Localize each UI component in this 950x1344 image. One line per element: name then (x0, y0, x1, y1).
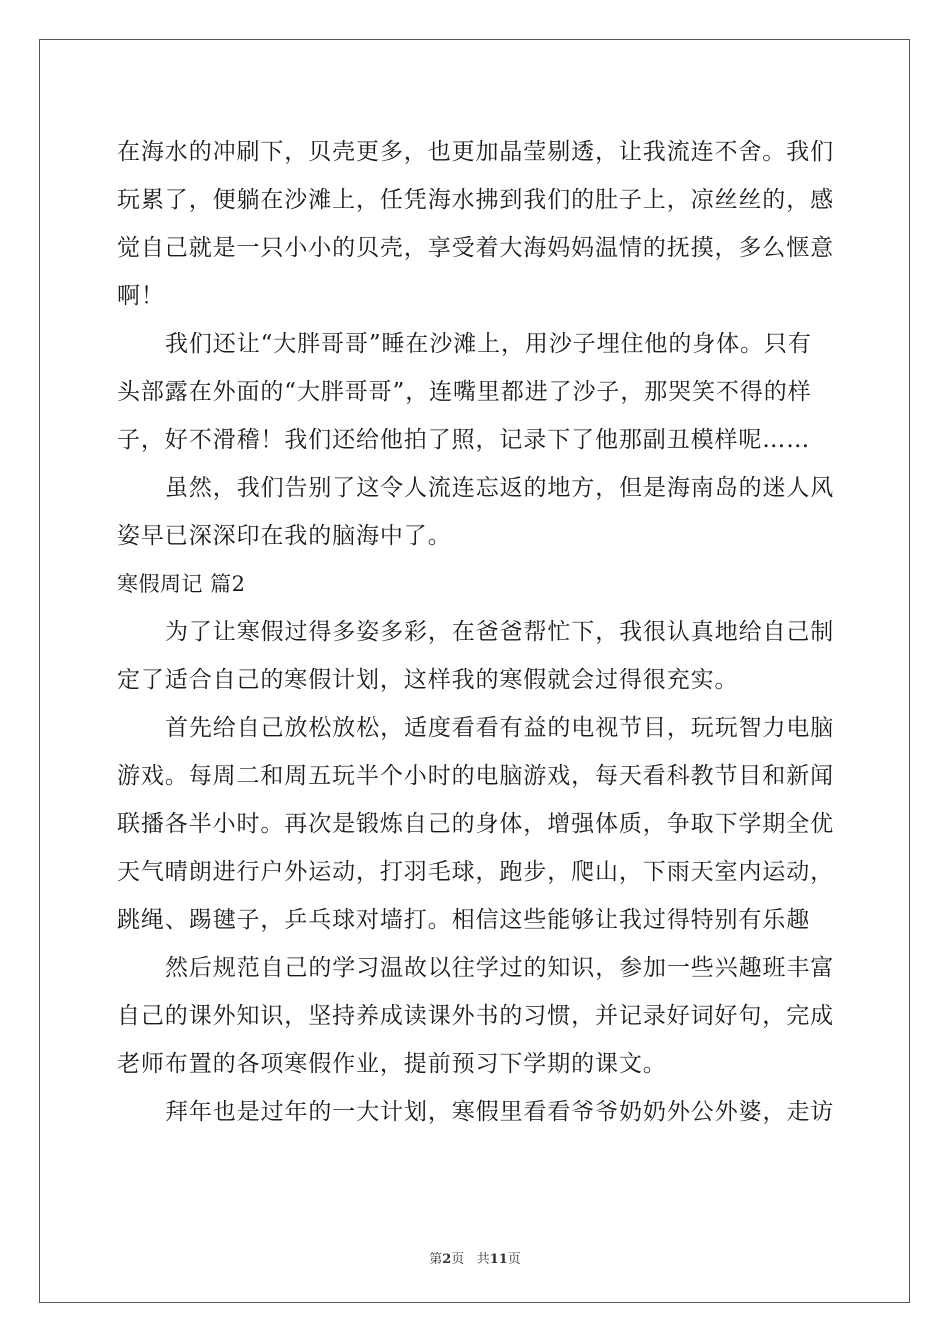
text-line: 天气晴朗进行户外运动，打羽毛球，跑步，爬山，下雨天室内运动， (117, 859, 834, 885)
paragraph (117, 464, 833, 560)
page-number: 2 (442, 1252, 452, 1267)
paragraph (117, 128, 833, 320)
text-line: 啊！ (117, 283, 165, 309)
text-line: 玩累了，便躺在沙滩上，任凭海水拂到我们的肚子上，凉丝丝的，感 (117, 187, 834, 213)
text-line: 老师布置的各项寒假作业，提前预习下学期的课文。 (117, 1051, 667, 1077)
total-pages: 11 (489, 1252, 508, 1267)
text-line: 头部露在外面的“大胖哥哥”，连嘴里都进了沙子，那哭笑不得的样 (117, 379, 812, 405)
text-line: 游戏。每周二和周五玩半个小时的电脑游戏，每天看科教节目和新闻 (117, 763, 834, 789)
text-line: 觉自己就是一只小小的贝壳，享受着大海妈妈温情的抚摸，多么惬意 (117, 235, 834, 261)
text-line: 虽然，我们告别了这令人流连忘返的地方，但是海南岛的迷人风 (165, 475, 835, 501)
text-line: 然后规范自己的学习温故以往学过的知识，参加一些兴趣班丰富 (165, 955, 835, 981)
paragraph (117, 608, 833, 704)
footer-total-suffix: 页 (507, 1252, 521, 1267)
text-line: 拜年也是过年的一大计划，寒假里看看爷爷奶奶外公外婆，走访 (165, 1099, 835, 1125)
paragraph (117, 1088, 833, 1136)
text-line: 为了让寒假过得多姿多彩，在爸爸帮忙下，我很认真地给自己制 (165, 619, 835, 645)
paragraph (117, 320, 833, 464)
section-heading: 寒假周记 篇2 (117, 572, 246, 596)
text-line: 在海水的冲刷下，贝壳更多，也更加晶莹剔透，让我流连不舍。我们 (117, 139, 834, 165)
paragraph (117, 944, 833, 1088)
text-line: 自己的课外知识，坚持养成读课外书的习惯，并记录好词好句，完成 (117, 1003, 834, 1029)
paragraph (117, 704, 833, 944)
footer-total-prefix: 共 (476, 1252, 490, 1267)
footer-prefix: 第 (429, 1252, 443, 1267)
text-line: 首先给自己放松放松，适度看看有益的电视节目，玩玩智力电脑 (165, 715, 835, 741)
footer-page-suffix: 页 (451, 1252, 465, 1267)
document-body (117, 128, 833, 1136)
text-line: 联播各半小时。再次是锻炼自己的身体，增强体质，争取下学期全优 (117, 811, 834, 837)
text-line: 定了适合自己的寒假计划，这样我的寒假就会过得很充实。 (117, 667, 739, 693)
text-line: 子，好不滑稽！我们还给他拍了照，记录下了他那副丑模样呢…… (117, 427, 811, 453)
text-line: 我们还让“大胖哥哥”睡在沙滩上，用沙子埋住他的身体。只有 (165, 331, 812, 357)
page-footer (0, 1248, 950, 1267)
text-line: 跳绳、踢毽子，乒乓球对墙打。相信这些能够让我过得特别有乐趣 (117, 907, 811, 933)
text-line: 姿早已深深印在我的脑海中了。 (117, 523, 452, 549)
